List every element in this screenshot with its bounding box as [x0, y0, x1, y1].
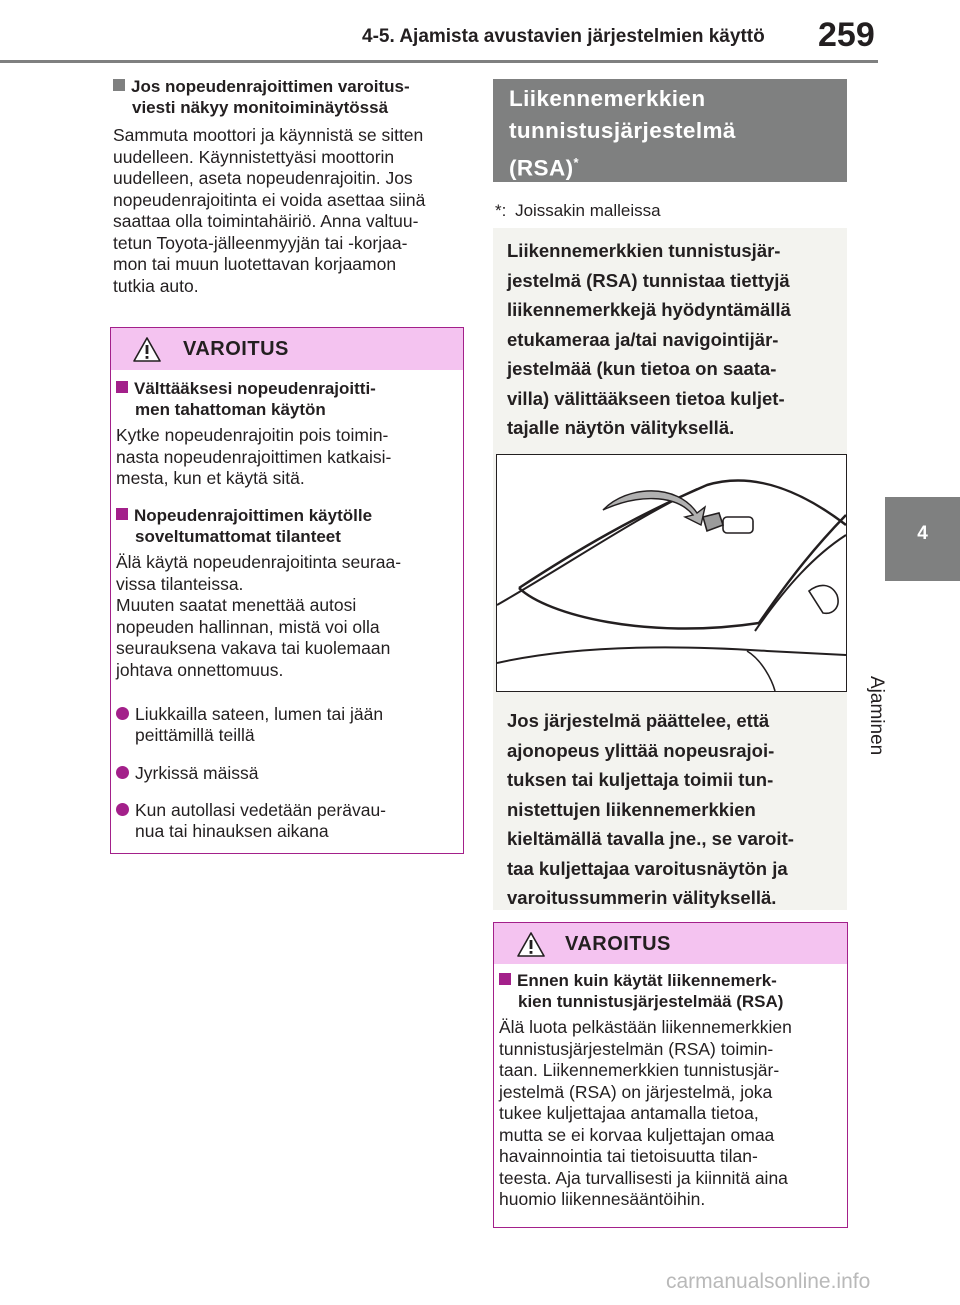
- square-bullet-icon: [499, 973, 511, 985]
- intro-text: Liikennemerkkien tunnistusjär- jestelmä (RSA) tunnistaa tiettyjä liikennemerkkejä hyödyntämällä etukameraa ja/tai navigointijär- jestelmää (kun tietoa on saata- villa) välittääkseen tietoa kuljet- tajalle näytön välityksellä.: [507, 240, 791, 438]
- square-bullet-icon: [113, 79, 125, 91]
- round-bullet-icon: [116, 803, 129, 816]
- chapter-number: 4: [917, 523, 928, 544]
- footnote-mark: *: [573, 155, 579, 170]
- chapter-tab[interactable]: [885, 497, 960, 581]
- explanation-text: Jos järjestelmä päättelee, että ajonopeus ylittää nopeusrajoi- tuksen tai kuljettaja toimii tun- nistettujen liikennemerkkien kieltämällä tavalla jne., se varoit- taa kuljettajaa varoitusnäytön ja varoitussummerin välityksellä.: [507, 710, 794, 908]
- warning-text: Älä luota pelkästään liikennemerkkien tunnistusjärjestelmän (RSA) toimin- taan. Liikennemerkkien tunnistusjär- jestelmä (RSA) on järjestelmä, joka tukee kuljettajaa antamalla tietoa, mutta se ei korvaa kuljettajan omaa havainnointia tai tietoisuutta tilan- teesta. Aja turvallisesti ja kiinnitä aina huomio liikennesääntöihin.: [499, 1017, 792, 1209]
- bullet-item: Liukkailla sateen, lumen tai jään: [116, 704, 456, 726]
- chapter-label: Ajaminen: [866, 676, 887, 756]
- section-heading: Jos nopeudenrajoittimen varoitus- viesti näkyy monitoiminäytössä: [113, 76, 468, 118]
- warning-subheading-1: Välttääksesi nopeudenrajoitti- men tahattoman käytön: [116, 378, 456, 420]
- round-bullet-icon: [116, 766, 129, 779]
- square-bullet-icon: [116, 381, 128, 393]
- section-title-text: Liikennemerkkien tunnistusjärjestelmä (RSA)*: [509, 86, 736, 181]
- warning-header: [494, 923, 847, 964]
- section-title: 4-5. Ajamista avustavien järjestelmien käyttö: [362, 26, 765, 47]
- section-title-box: [493, 79, 847, 182]
- warning-title: VAROITUS: [565, 933, 671, 955]
- square-bullet-icon: [116, 508, 128, 520]
- chapter-label-area: [866, 620, 939, 756]
- bullet-item: Jyrkissä mäissä: [116, 763, 456, 785]
- windshield-camera-illustration: [496, 454, 847, 692]
- warning-title: VAROITUS: [183, 338, 289, 360]
- warning-box: [110, 327, 464, 854]
- body-paragraph: Sammuta moottori ja käynnistä se sitten uudelleen. Käynnistettyäsi moottorin uudelleen, aseta nopeudenrajoitin. Jos nopeudenrajoitinta ei voida asettaa siinä saattaa olla toimintahäiriö. Anna valtuu- tetun Toyota-jälleenmyyjän tai -korjaa- mon tai muun luotettavan korjaamon tutkia auto.: [113, 125, 426, 296]
- header-rule: [0, 60, 878, 63]
- round-bullet-icon: [116, 707, 129, 720]
- warning-triangle-icon: [517, 932, 545, 957]
- bullet-item-continued: peittämillä teillä: [135, 725, 255, 745]
- warning-box: [493, 922, 848, 1228]
- bullet-item-continued: nua tai hinauksen aikana: [135, 821, 329, 841]
- car-interior-drawing: [497, 455, 846, 691]
- warning-subheading-2: Nopeudenrajoittimen käytölle soveltumattomat tilanteet: [116, 505, 456, 547]
- page-number: 259: [818, 16, 875, 54]
- watermark: carmanualsonline.info: [666, 1270, 871, 1293]
- warning-triangle-icon: [133, 337, 161, 362]
- footnote: [495, 201, 661, 221]
- bullet-item: Kun autollasi vedetään perävau-: [116, 800, 456, 822]
- footnote-text: Joissakin malleissa: [515, 201, 661, 220]
- warning-header: [111, 328, 463, 370]
- warning-text-2: Älä käytä nopeudenrajoitinta seuraa- vissa tilanteissa. Muuten saatat menettää autosi nopeuden hallinnan, mistä voi olla seurauksena vakava tai kuolemaan johtava onnettomuus.: [116, 552, 402, 680]
- warning-text-1: Kytke nopeudenrajoitin pois toimin- nasta nopeudenrajoittimen katkaisi- mesta, kun et käytä sitä.: [116, 425, 392, 488]
- warning-subheading: Ennen kuin käytät liikennemerk- kien tunnistusjärjestelmää (RSA): [499, 970, 842, 1012]
- footnote-label: *:: [495, 201, 507, 220]
